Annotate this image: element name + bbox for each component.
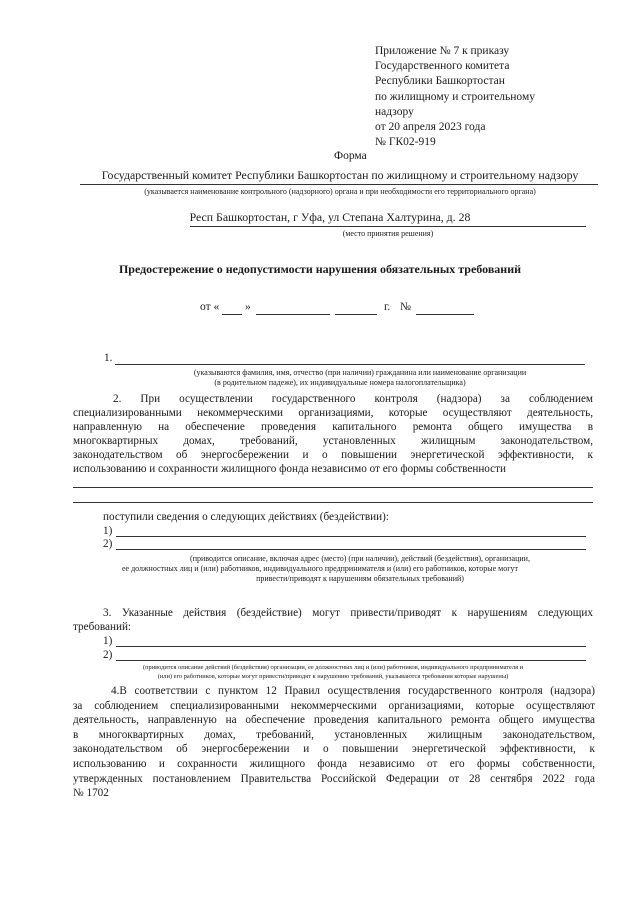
place-hint: (место принятия решения) xyxy=(342,229,434,238)
item3-line: 3. Указанные действия (бездействие) могут привести/приводят к нарушениям следующих xyxy=(103,607,593,619)
header-line: Государственного комитета xyxy=(375,60,510,73)
item2-line: 2. При осуществлении государственного контроля (надзора) за соблюдением xyxy=(113,393,593,405)
item1-hint: (в родительном падеже), их индивидуальные номера налогоплательщика) xyxy=(214,378,466,387)
item4-line: утвержденных постановлением Правительства Российской Федерации от 28 сентября 2022 года xyxy=(73,772,595,785)
appendix-header xyxy=(375,44,535,150)
item2-text xyxy=(73,392,593,476)
item2-blank xyxy=(73,487,593,488)
place-underline xyxy=(190,226,586,227)
item2-line: специализированными некоммерческими организациями, которые осуществляют деятельность, xyxy=(73,407,593,419)
item2-sub1-blank xyxy=(116,536,586,537)
item3-sub2-blank xyxy=(116,660,586,661)
item3-sub2: 2) xyxy=(103,649,113,661)
date-year-label: г. xyxy=(384,301,391,313)
header-line: № ГК02-919 xyxy=(375,136,436,149)
header-line: по жилищному и строительному xyxy=(375,90,535,103)
item2-sub1: 1) xyxy=(103,525,113,537)
date-number-label: № xyxy=(400,301,411,313)
date-line xyxy=(200,301,219,313)
item3-line: требований: xyxy=(73,621,132,633)
date-day-blank xyxy=(222,314,242,315)
item2-line: многоквартирных домах, требований, установленных жилищным законодательством, xyxy=(73,435,593,447)
document-title: Предостережение о недопустимости нарушения обязательных требований xyxy=(118,262,522,276)
item3-hint: (приводится описание действий (бездействия) организации, ее должностных лиц и (или) работников, индивидуального предпринимателя и xyxy=(142,664,524,671)
date-close-quote: » xyxy=(245,301,251,313)
header-line: Республики Башкортостан xyxy=(375,75,505,88)
item2-hint: ее должностных лиц и (или) работников, индивидуального предпринимателя и (или) его работников, которые могут xyxy=(121,564,519,573)
item1-number: 1. xyxy=(104,352,113,364)
header-line: от 20 апреля 2023 года xyxy=(375,121,486,134)
header-line: Приложение № 7 к приказу xyxy=(375,45,510,57)
item4-text xyxy=(73,684,595,801)
date-year-blank xyxy=(335,314,377,315)
form-label: Форма xyxy=(334,150,367,162)
item2-line: использованию и сохранности жилищного фонда независимо от его формы собственности xyxy=(73,463,507,475)
authority-name: Государственный комитет Республики Башкортостан по жилищному и строительному надзору xyxy=(101,168,579,182)
header-line: надзору xyxy=(375,105,414,118)
item3-text xyxy=(73,606,593,634)
item4-line: 4.В соответствии с пунктом 12 Правил осуществления государственного контроля (надзора) xyxy=(111,685,595,697)
place-value: Респ Башкортостан, г Уфа, ул Степана Халтурина, д. 28 xyxy=(189,210,471,224)
authority-hint: (указывается наименование контрольного (надзорного) органа и при необходимости его территориального органа) xyxy=(144,187,536,196)
item2-line: направленную на обеспечение проведения капитального ремонта общего имущества в xyxy=(73,421,593,433)
date-from-label: от « xyxy=(200,301,220,313)
item4-line: № 1702 xyxy=(73,787,109,800)
item1-hint: (указываются фамилия, имя, отчество (при наличии) гражданина или наименование организации xyxy=(193,368,527,377)
item2-received: поступили сведения о следующих действиях (бездействии): xyxy=(103,511,389,523)
item2-sub2: 2) xyxy=(103,538,113,550)
item2-hint: привести/приводят к нарушениям обязательных требований) xyxy=(256,574,464,583)
authority-underline xyxy=(80,184,598,185)
item2-sub2-blank xyxy=(116,549,586,550)
item4-line: деятельность, направленную на обеспечение проведения капитального ремонта общего имущества xyxy=(73,714,595,727)
date-number-blank xyxy=(416,314,474,315)
item4-line: за соблюдением специализированными некоммерческими организациями, которые осуществляют xyxy=(73,699,595,712)
date-month-blank xyxy=(256,314,330,315)
item2-hint: (приводится описание, включая адрес (место) (при наличии), действий (бездействия), организации, xyxy=(190,554,530,563)
item3-hint: (или) его работников, которые могут привести/приводят к нарушению требований, указываются требования которые нарушены) xyxy=(157,673,509,680)
item4-line: использованию и сохранности жилищного фонда независимо от его формы собственности, xyxy=(73,757,595,770)
item3-sub1: 1) xyxy=(103,635,113,647)
item4-line: законодательством об энергосбережении и о повышении энергетической эффективности, к xyxy=(73,743,595,756)
item4-line: в многоквартирных домах, требований, установленных жилищным законодательством, xyxy=(73,728,595,741)
item3-sub1-blank xyxy=(116,646,586,647)
item2-line: законодательством об энергосбережении и о повышении энергетической эффективности, к xyxy=(73,449,593,461)
item1-blank xyxy=(115,364,585,365)
item2-blank xyxy=(73,502,593,503)
